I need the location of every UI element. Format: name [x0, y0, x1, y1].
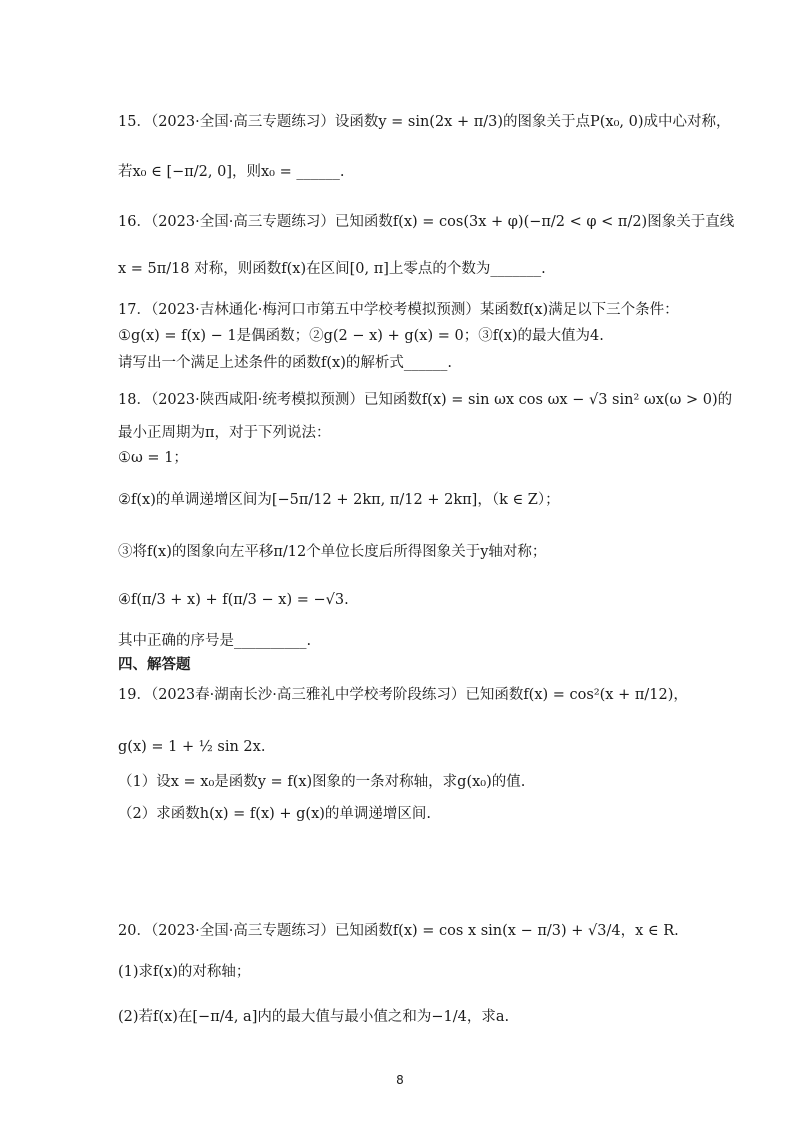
- q17-line-2: ①g(x) = f(x) − 1是偶函数；②g(2 − x) + g(x) = 0；③f(x)的最大值为4.: [118, 328, 604, 344]
- q20-part-1: (1)求f(x)的对称轴；: [118, 964, 251, 980]
- q19-line-2: g(x) = 1 + ½ sin 2x.: [118, 739, 266, 755]
- q15-line-1: 15．（2023·全国·高三专题练习）设函数y = sin(2x + π/3)的图象关于点P(x₀, 0)成中心对称，: [118, 114, 731, 130]
- q16-line-2: x = 5π/18 对称，则函数f(x)在区间[0, π]上零点的个数为_______.: [118, 261, 546, 277]
- q20-part-2: (2)若f(x)在[−π/4, a]内的最大值与最小值之和为−1/4，求a.: [118, 1009, 510, 1025]
- q18-option-2: ②f(x)的单调递增区间为[−5π/12 + 2kπ, π/12 + 2kπ]，（k ∈ Z）；: [118, 492, 560, 508]
- q19-part-1: （1）设x = x₀是函数y = f(x)图象的一条对称轴，求g(x₀)的值.: [118, 774, 526, 790]
- q17-line-1: 17．（2023·吉林通化·梅河口市第五中学校考模拟预测）某函数f(x)满足以下三个条件：: [118, 302, 679, 318]
- q20-line-1: 20．（2023·全国·高三专题练习）已知函数f(x) = cos x sin(x − π/3) + √3/4，x ∈ R.: [118, 923, 679, 939]
- section-heading: 四、解答题: [118, 657, 191, 673]
- q18-line-2: 最小正周期为π，对于下列说法：: [118, 425, 331, 441]
- q16-line-1: 16．（2023·全国·高三专题练习）已知函数f(x) = cos(3x + φ)(−π/2 < φ < π/2)图象关于直线: [118, 214, 735, 230]
- q18-line-1: 18．（2023·陕西咸阳·统考模拟预测）已知函数f(x) = sin ωx cos ωx − √3 sin² ωx(ω > 0)的: [118, 392, 733, 408]
- q18-answer-line: 其中正确的序号是__________.: [118, 633, 312, 649]
- q17-line-3: 请写出一个满足上述条件的函数f(x)的解析式______.: [118, 355, 452, 371]
- q19-line-1: 19．（2023春·湖南长沙·高三雅礼中学校考阶段练习）已知函数f(x) = cos²(x + π/12)，: [118, 687, 688, 703]
- page-number: 8: [396, 1073, 404, 1087]
- q18-option-4: ④f(π/3 + x) + f(π/3 − x) = −√3.: [118, 592, 349, 608]
- q19-part-2: （2）求函数h(x) = f(x) + g(x)的单调递增区间.: [118, 806, 432, 822]
- q15-line-2: 若x₀ ∈ [−π/2, 0]，则x₀ = ______.: [118, 164, 345, 180]
- q18-option-1: ①ω = 1；: [118, 450, 188, 466]
- q18-option-3: ③将f(x)的图象向左平移π/12个单位长度后所得图象关于y轴对称；: [118, 544, 547, 560]
